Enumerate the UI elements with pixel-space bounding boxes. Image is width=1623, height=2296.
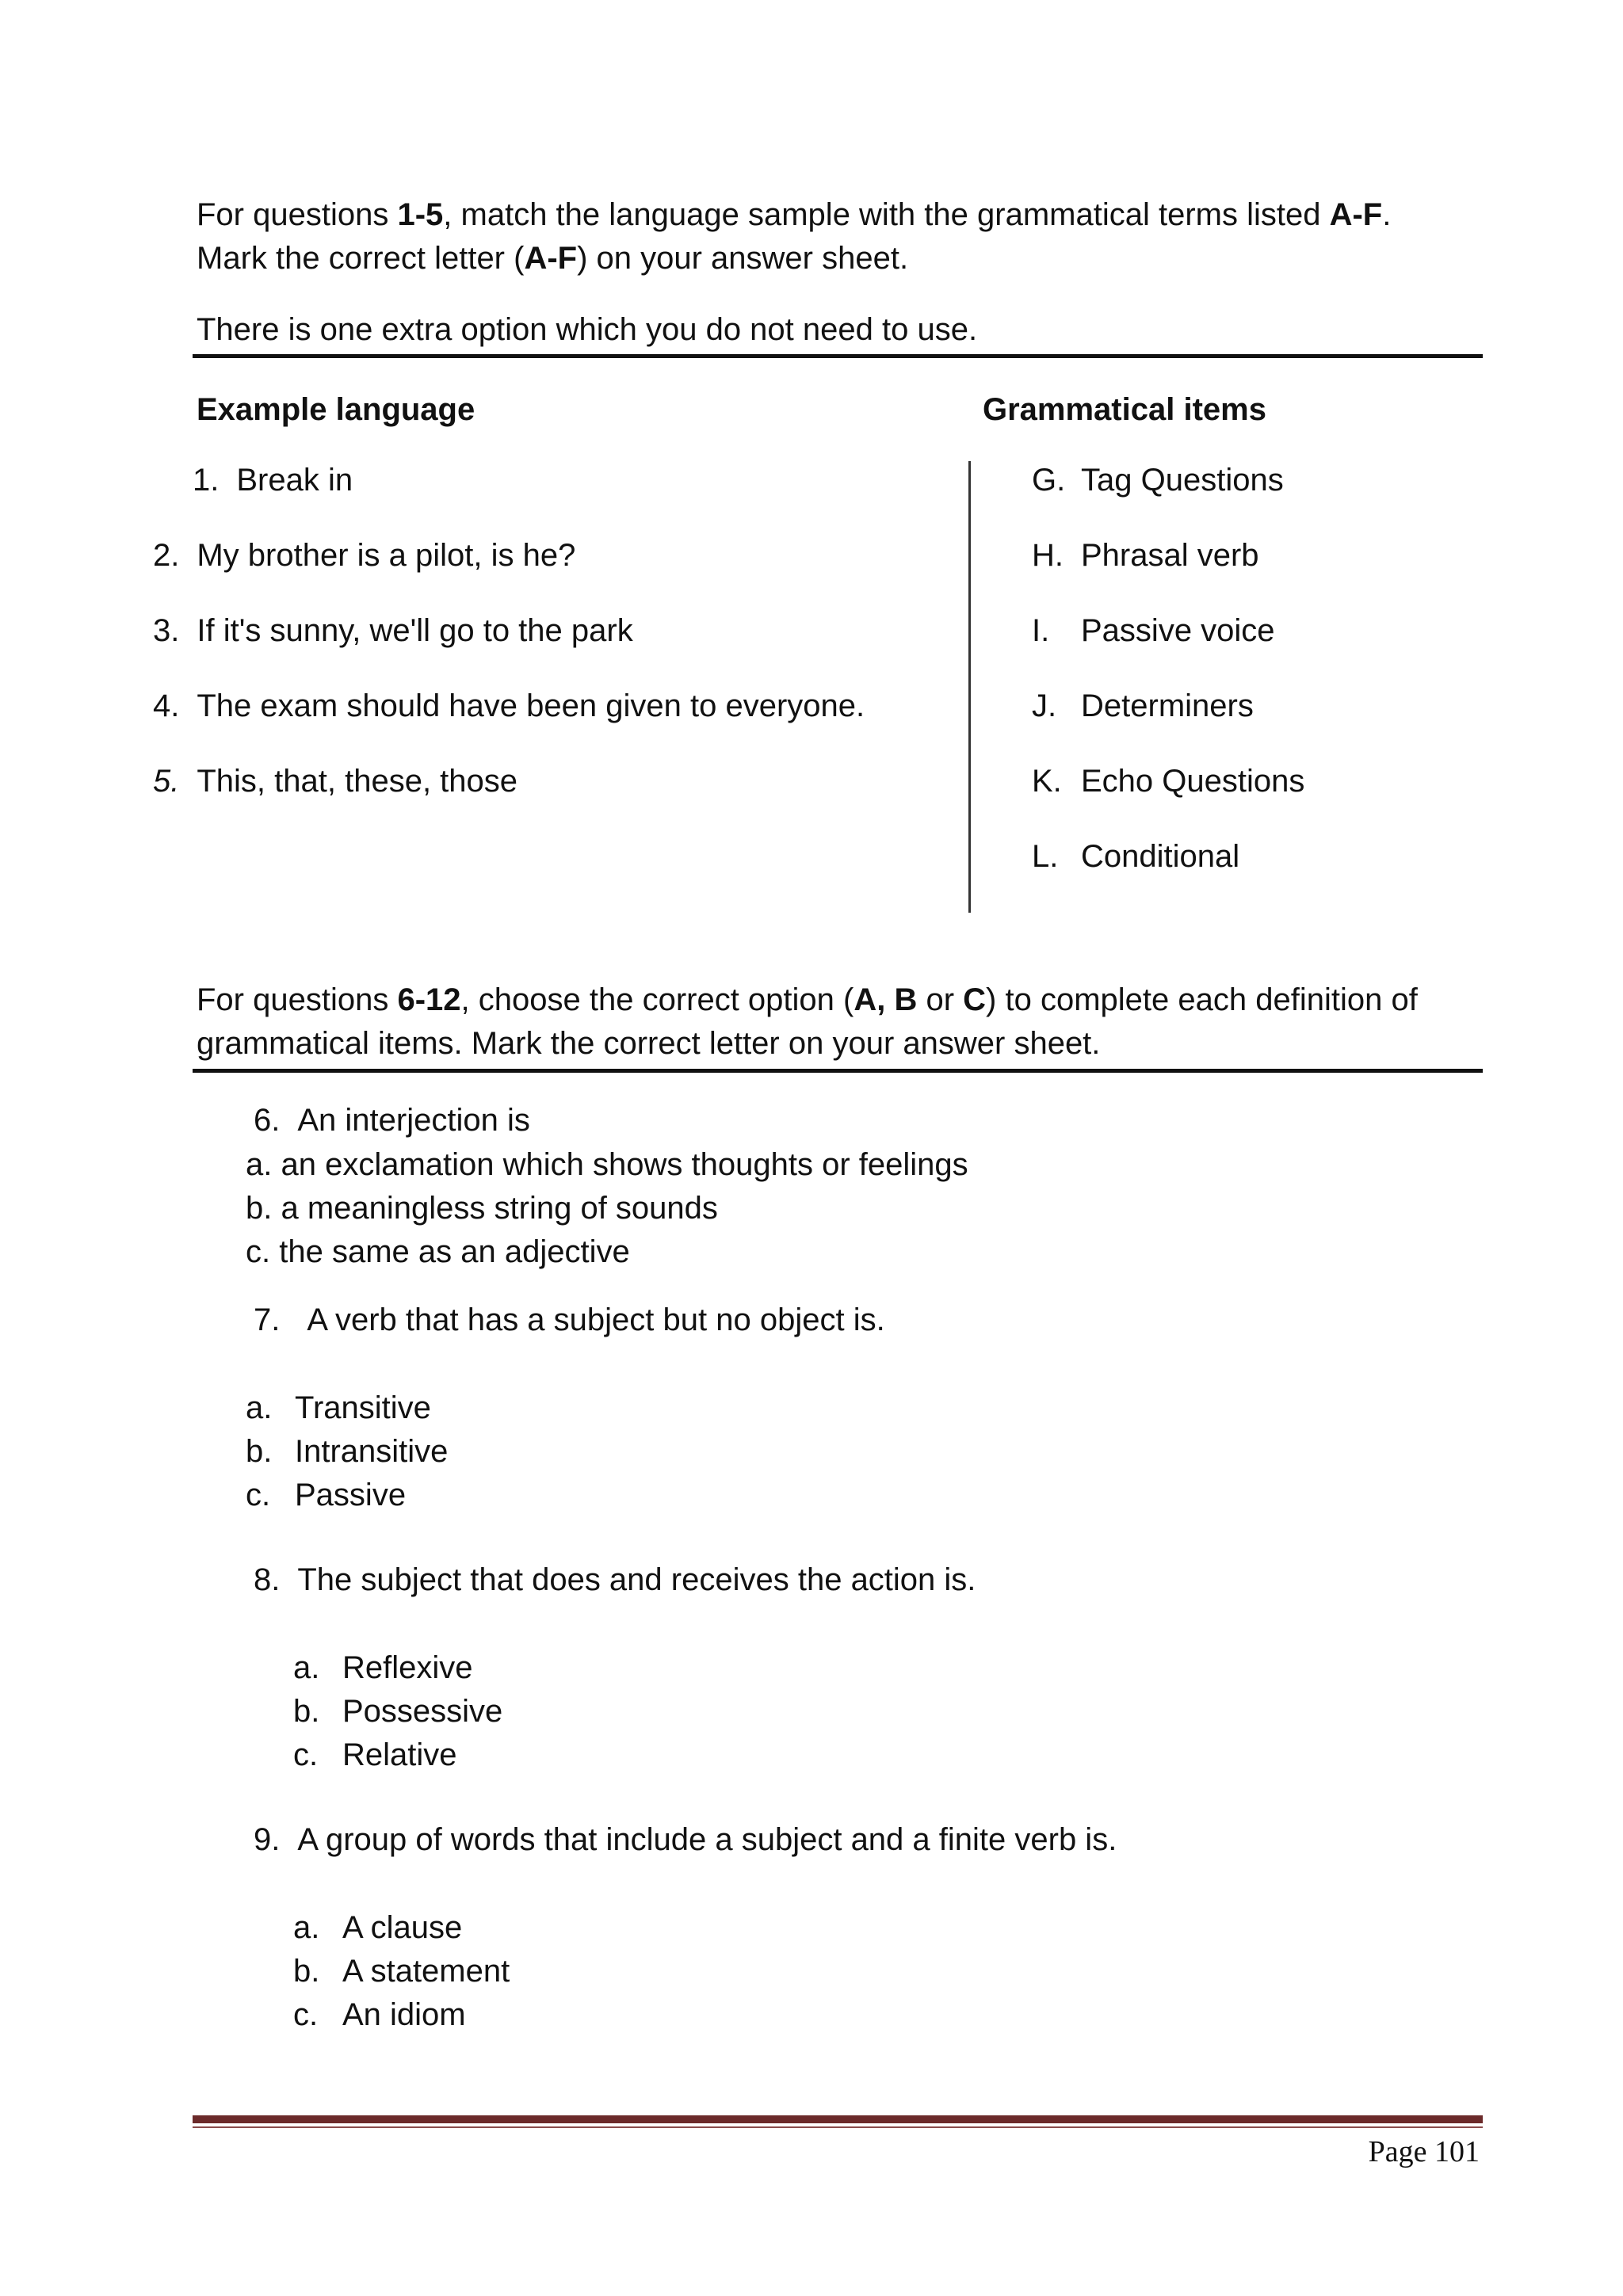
example-text: This, that, these, those: [197, 764, 518, 799]
grammar-item-l: [1032, 837, 1239, 875]
instruction-text: Mark the correct letter (: [197, 241, 525, 276]
question-number: 6.: [254, 1103, 281, 1138]
q7-option-a: [246, 1389, 431, 1427]
option-letter: b.: [293, 1954, 320, 1989]
option-letter: a.: [293, 1910, 320, 1945]
grammar-item-j: [1032, 687, 1254, 725]
example-item-1: [193, 461, 353, 499]
q8-option-a: [293, 1649, 473, 1687]
section2-instruction-line1: [197, 981, 1418, 1019]
grammar-text: Determiners: [1081, 688, 1254, 723]
section2-divider: [193, 1069, 1483, 1073]
example-text: If it's sunny, we'll go to the park: [197, 613, 633, 648]
grammar-text: Phrasal verb: [1081, 538, 1259, 573]
q9-option-b: [293, 1952, 510, 1990]
footer-rule-thick: [193, 2115, 1483, 2123]
grammar-text: Passive voice: [1081, 613, 1275, 648]
q9-option-c: [293, 1996, 466, 2034]
grammar-item-i: [1032, 612, 1275, 650]
question-9: [254, 1821, 1117, 1859]
question-text: An interjection is: [297, 1103, 530, 1138]
q8-option-c: [293, 1736, 457, 1774]
grammar-text: Echo Questions: [1081, 764, 1305, 799]
option-text: Intransitive: [295, 1434, 449, 1469]
instruction-text: ) to complete each definition of: [986, 982, 1418, 1017]
grammar-item-h: [1032, 536, 1259, 574]
instruction-bold: A, B: [854, 982, 918, 1017]
option-letter: b.: [293, 1694, 320, 1729]
q6-option-c: c. the same as an adjective: [246, 1234, 630, 1269]
example-item-5: [153, 762, 517, 800]
option-text: Passive: [295, 1478, 407, 1512]
page-number: Page 101: [1368, 2135, 1480, 2168]
example-number: 2.: [153, 538, 180, 573]
example-item-2: [153, 536, 575, 574]
section1-divider: [193, 354, 1483, 358]
section1-instruction-line2: [197, 239, 908, 277]
option-letter: b.: [246, 1434, 273, 1469]
example-number: 4.: [153, 688, 180, 723]
question-text: The subject that does and receives the action is.: [297, 1562, 976, 1597]
option-text: Reflexive: [342, 1650, 473, 1685]
column-divider: [968, 461, 971, 913]
instruction-text: For questions: [197, 982, 398, 1017]
question-text: A verb that has a subject but no object is.: [307, 1302, 885, 1337]
q6-option-b: b. a meaningless string of sounds: [246, 1191, 718, 1226]
option-text: Relative: [342, 1737, 457, 1772]
example-number: 3.: [153, 613, 180, 648]
instruction-text: or: [917, 982, 964, 1017]
section1-instruction-line3: There is one extra option which you do not need to use.: [197, 312, 978, 347]
instruction-bold: 6-12: [397, 982, 461, 1017]
example-item-3: [153, 612, 633, 650]
grammar-text: Conditional: [1081, 839, 1240, 874]
option-letter: c.: [293, 1997, 319, 2032]
instruction-text: ) on your answer sheet.: [577, 241, 909, 276]
grammar-letter: I.: [1032, 613, 1050, 648]
grammar-letter: H.: [1032, 538, 1064, 573]
option-letter: c.: [293, 1737, 319, 1772]
question-number: 7.: [254, 1302, 281, 1337]
question-text: A group of words that include a subject and a finite verb is.: [297, 1822, 1117, 1857]
right-heading: Grammatical items: [983, 392, 1266, 427]
grammar-text: Tag Questions: [1081, 463, 1284, 498]
example-text: My brother is a pilot, is he?: [197, 538, 576, 573]
q6-option-a: a. an exclamation which shows thoughts or feelings: [246, 1147, 968, 1182]
option-text: Possessive: [342, 1694, 503, 1729]
q7-option-c: [246, 1476, 406, 1514]
footer-rule-thin: [193, 2126, 1483, 2128]
question-6: [254, 1101, 530, 1139]
section2-instruction-line2: grammatical items. Mark the correct letter on your answer sheet.: [197, 1026, 1101, 1061]
option-letter: c.: [246, 1478, 271, 1512]
instruction-text: , choose the correct option (: [460, 982, 854, 1017]
instruction-text: , match the language sample with the grammatical terms listed: [443, 197, 1330, 232]
instruction-bold: A-F: [1329, 197, 1383, 232]
q8-option-b: [293, 1692, 502, 1730]
instruction-bold: 1-5: [397, 197, 444, 232]
grammar-letter: L.: [1032, 839, 1059, 874]
q9-option-a: [293, 1909, 462, 1947]
left-heading: Example language: [197, 392, 475, 427]
grammar-letter: J.: [1032, 688, 1057, 723]
example-number: 5.: [153, 764, 180, 799]
grammar-letter: K.: [1032, 764, 1062, 799]
example-text: Break in: [236, 463, 353, 498]
instruction-bold: A-F: [524, 241, 578, 276]
option-text: A clause: [342, 1910, 463, 1945]
grammar-item-k: [1032, 762, 1304, 800]
grammar-item-g: [1032, 461, 1284, 499]
question-7: [254, 1301, 885, 1339]
option-text: Transitive: [295, 1390, 431, 1425]
section1-instruction-line1: [197, 196, 1391, 234]
q7-option-b: [246, 1432, 448, 1470]
option-letter: a.: [246, 1390, 273, 1425]
option-text: A statement: [342, 1954, 510, 1989]
question-number: 8.: [254, 1562, 281, 1597]
example-item-4: [153, 687, 865, 725]
grammar-letter: G.: [1032, 463, 1066, 498]
option-text: An idiom: [342, 1997, 466, 2032]
question-8: [254, 1561, 976, 1599]
instruction-bold: C: [963, 982, 987, 1017]
instruction-text: .: [1382, 197, 1392, 232]
question-number: 9.: [254, 1822, 281, 1857]
example-number: 1.: [193, 463, 220, 498]
example-text: The exam should have been given to everyone.: [197, 688, 865, 723]
instruction-text: For questions: [197, 197, 398, 232]
option-letter: a.: [293, 1650, 320, 1685]
